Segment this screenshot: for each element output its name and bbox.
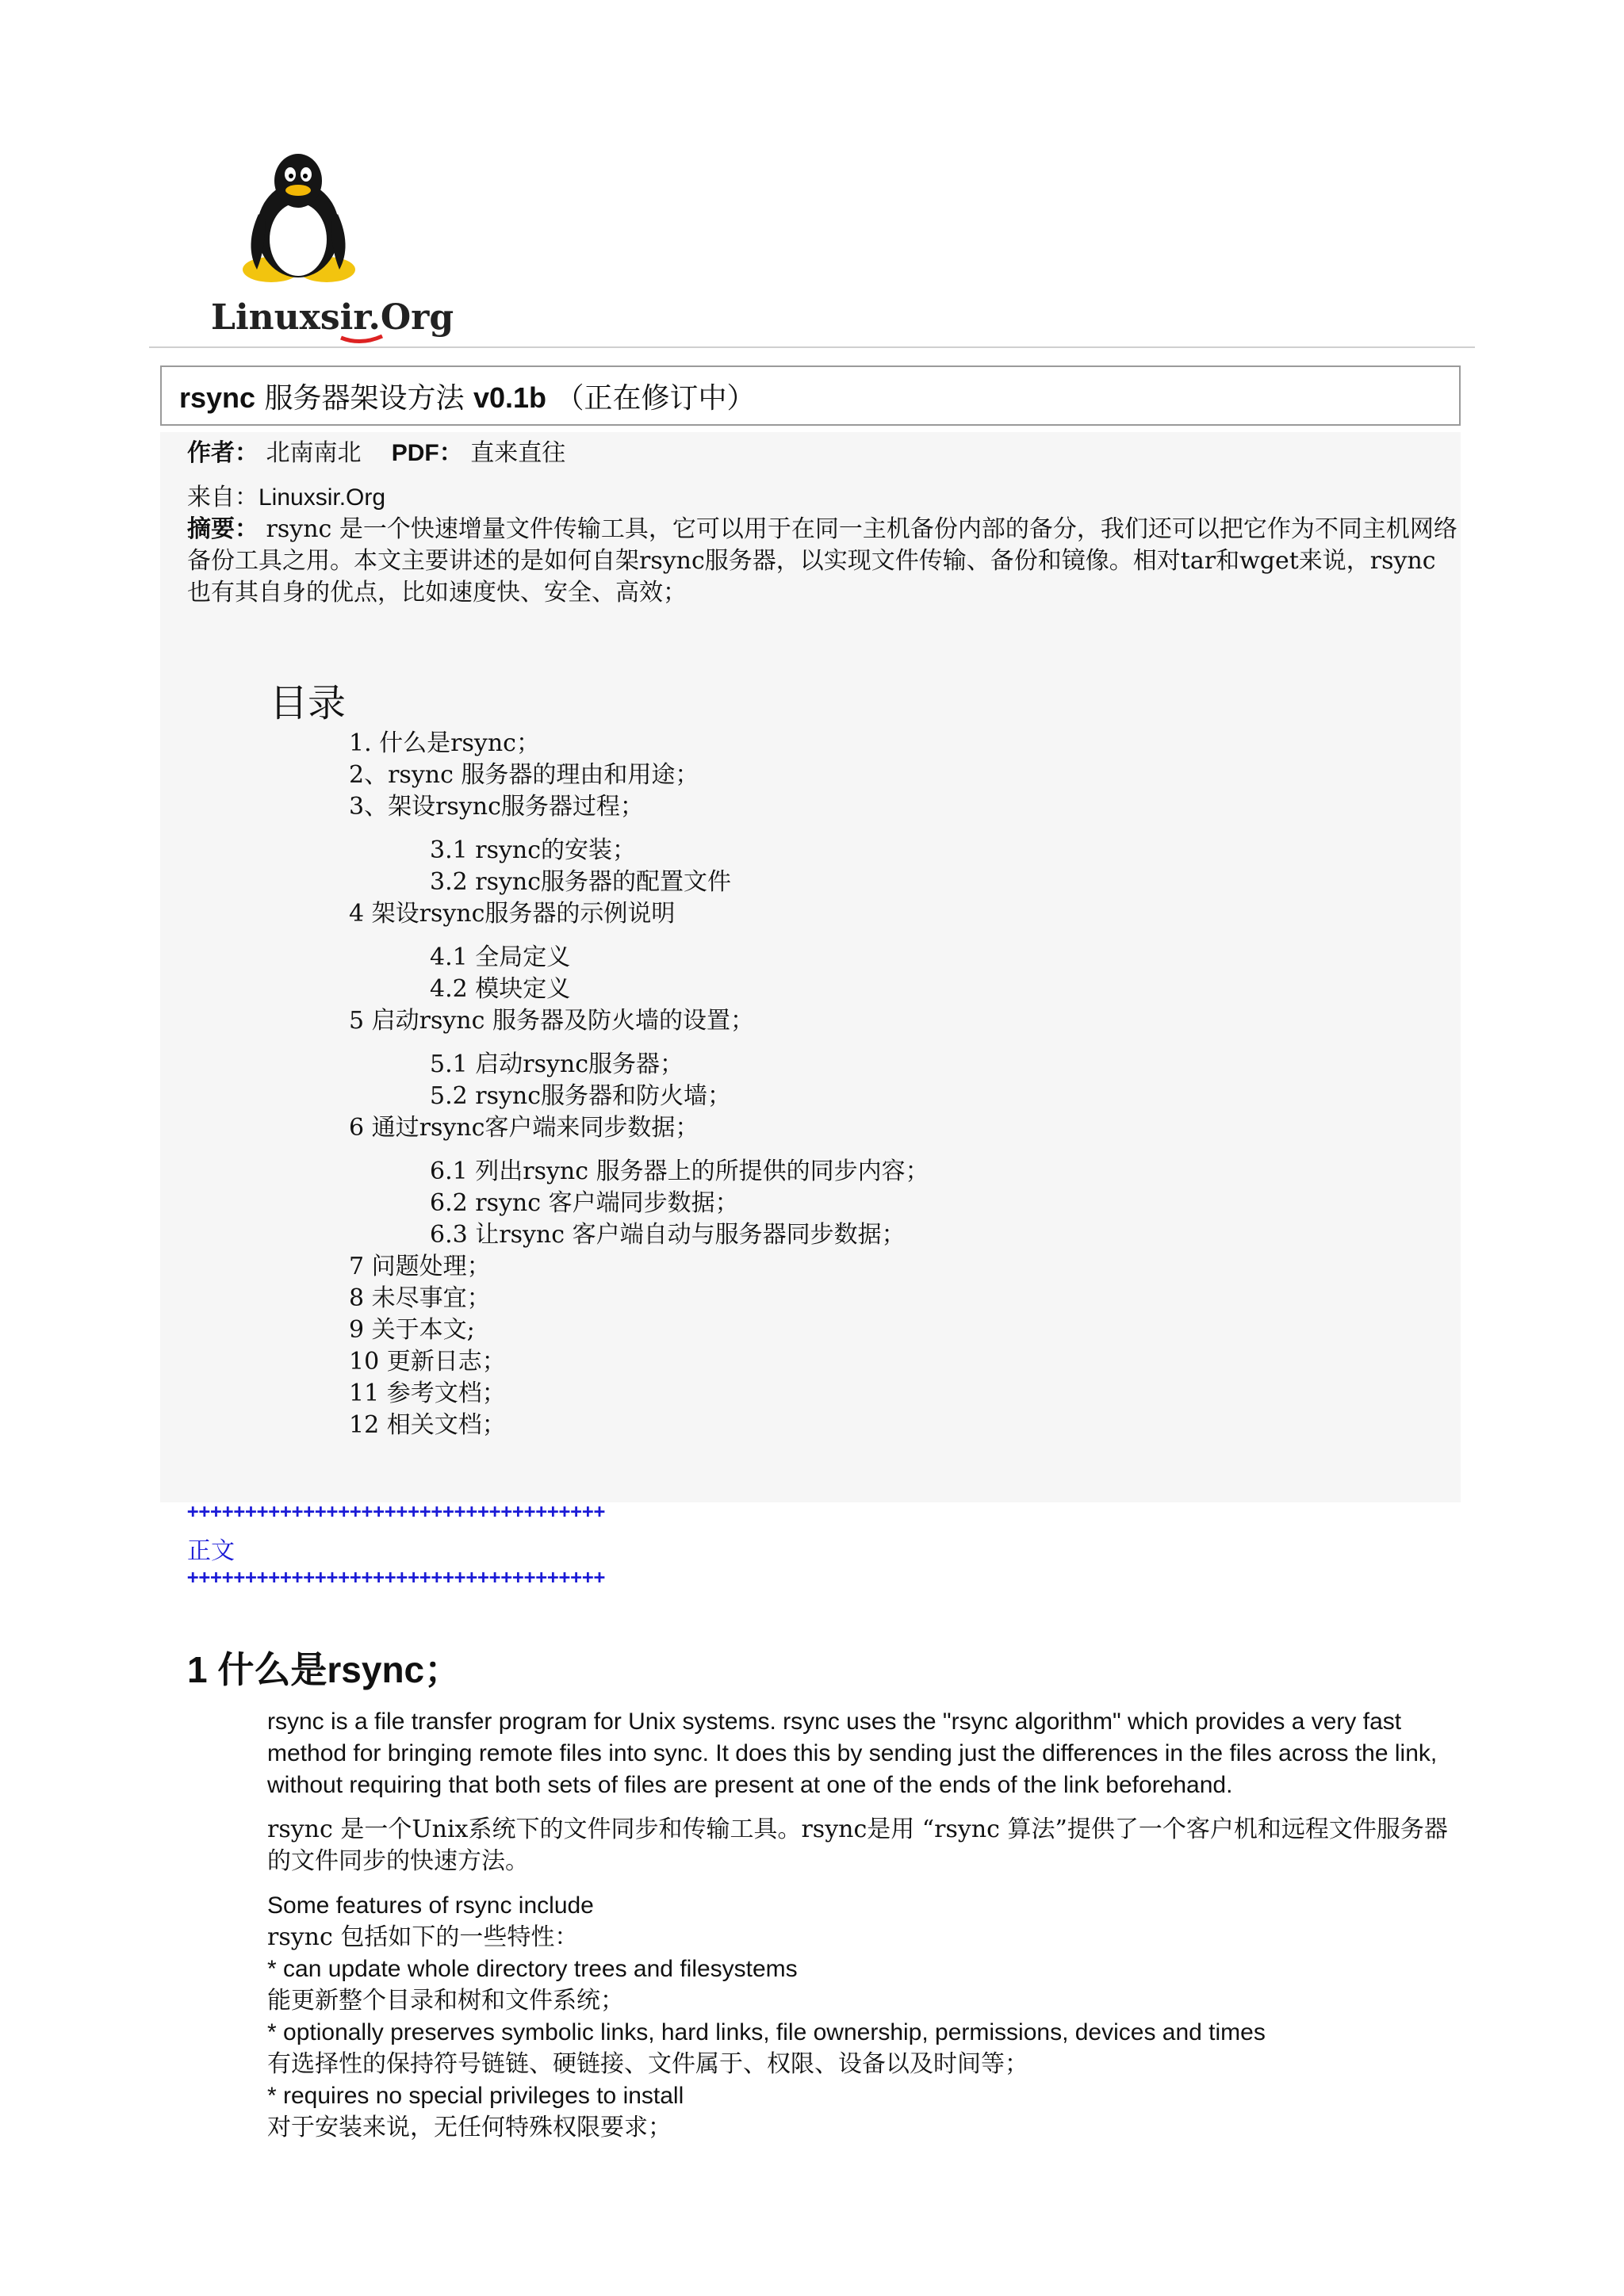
divider-plus-line: ++++++++++++++++++++++++++++++++++++ <box>187 1566 606 1588</box>
section-heading <box>187 1641 461 1693</box>
page-title <box>160 365 1461 426</box>
section-title-end: ； <box>424 1648 462 1691</box>
toc-item[interactable]: 6.3 让rsync 客户端自动与服务器同步数据； <box>430 1221 906 1249</box>
linuxsir-logo <box>198 151 500 349</box>
toc-item[interactable]: 3、架设rsync服务器过程； <box>349 793 644 821</box>
feature-line: rsync 包括如下的一些特性： <box>267 1923 579 1951</box>
toc-item[interactable]: 10 更新日志； <box>349 1348 506 1376</box>
toc-item[interactable]: 7 问题处理； <box>349 1253 491 1280</box>
header-rule <box>149 346 1475 348</box>
toc-item[interactable]: 2、rsync 服务器的理由和用途； <box>349 761 699 789</box>
toc-item[interactable]: 5.1 启动rsync服务器； <box>430 1050 684 1078</box>
source-value: Linuxsir.Org <box>259 484 386 511</box>
title-part: v0.1b <box>473 381 547 414</box>
abstract <box>187 514 1460 609</box>
toc-heading: 目录 <box>270 681 347 725</box>
title-part: （正在修订中） <box>546 381 756 415</box>
toc-item[interactable]: 4.1 全局定义 <box>430 943 571 971</box>
toc-item[interactable]: 5 启动rsync 服务器及防火墙的设置； <box>349 1007 754 1035</box>
abstract-text: rsync 是一个快速增量文件传输工具，它可以用于在同一主机备份内部的备分，我们还可以把它作为不同主机网络备份工具之用。本文主要讲述的是如何自架rsync服务器，以实现文件传输、备份和镜像。相对tar和wget来说，rsync 也有其自身的优点，比如速度快、安全、高效； <box>187 515 1457 607</box>
feature-line: * requires no special privileges to install <box>267 2083 684 2109</box>
toc-item[interactable]: 6 通过rsync客户端来同步数据； <box>349 1114 699 1142</box>
feature-line: 能更新整个目录和树和文件系统； <box>267 1987 624 2015</box>
title-part: 服务器架设方法 <box>255 381 473 415</box>
toc-item[interactable]: 3.2 rsync服务器的配置文件 <box>430 868 732 896</box>
divider-plus-line: ++++++++++++++++++++++++++++++++++++ <box>187 1500 606 1522</box>
toc-item[interactable]: 1. 什么是rsync； <box>349 729 540 757</box>
author-line <box>187 438 565 469</box>
paragraph-chinese: rsync 是一个Unix系统下的文件同步和传输工具。rsync是用 “rsync 算法”提供了一个客户机和远程文件服务器的文件同步的快速方法。 <box>267 1816 1448 1875</box>
source-label: 来自： <box>187 484 259 511</box>
toc-item[interactable]: 6.2 rsync 客户端同步数据； <box>430 1189 739 1217</box>
section-title-en: rsync <box>327 1649 425 1690</box>
toc-item[interactable]: 4.2 模块定义 <box>430 975 571 1003</box>
feature-line: 对于安装来说，无任何特殊权限要求； <box>267 2114 672 2141</box>
toc-item[interactable]: 3.1 rsync的安装； <box>430 836 637 864</box>
toc-item[interactable]: 12 相关文档； <box>349 1411 506 1439</box>
logo-text: Linuxsir.Org <box>211 297 454 338</box>
section-number: 1 <box>187 1649 218 1690</box>
pdf-label: PDF： <box>391 440 463 466</box>
penguin-icon <box>243 154 355 282</box>
abstract-label: 摘要： <box>187 515 259 543</box>
source-line <box>187 482 385 514</box>
features-list <box>267 1890 1461 2144</box>
toc-item[interactable]: 11 参考文档； <box>349 1380 506 1407</box>
feature-line: * optionally preserves symbolic links, hard links, file ownership, permissions, devices and times <box>267 2019 1266 2045</box>
body-label: 正文 <box>187 1537 235 1565</box>
feature-line: * can update whole directory trees and filesystems <box>267 1956 798 1982</box>
section-title-zh: 什么是 <box>217 1648 327 1691</box>
toc-item[interactable]: 6.1 列出rsync 服务器上的所提供的同步内容； <box>430 1158 929 1185</box>
author-value: 北南南北 <box>266 439 362 467</box>
toc-item[interactable]: 9 关于本文; <box>349 1316 475 1344</box>
toc-item[interactable]: 5.2 rsync服务器和防火墙； <box>430 1082 732 1110</box>
author-label: 作者： <box>187 439 259 467</box>
toc-item[interactable]: 8 未尽事宜； <box>349 1284 491 1312</box>
feature-line: 有选择性的保持符号链链、硬链接、文件属于、权限、设备以及时间等； <box>267 2050 1028 2078</box>
feature-line: Some features of rsync include <box>267 1892 594 1919</box>
paragraph-english: rsync is a file transfer program for Unix systems. rsync uses the "rsync algorithm" which provides a very fast method for bringing remote files into sync. It does this by sending just the differences in the files across the link, without requiring that both sets of files are present at one of the ends of the link beforehand. <box>267 1709 1438 1798</box>
table-of-contents <box>349 728 929 1441</box>
toc-item[interactable]: 4 架设rsync服务器的示例说明 <box>349 900 676 928</box>
title-part: rsync <box>179 381 256 414</box>
pdf-value: 直来直往 <box>470 439 566 467</box>
